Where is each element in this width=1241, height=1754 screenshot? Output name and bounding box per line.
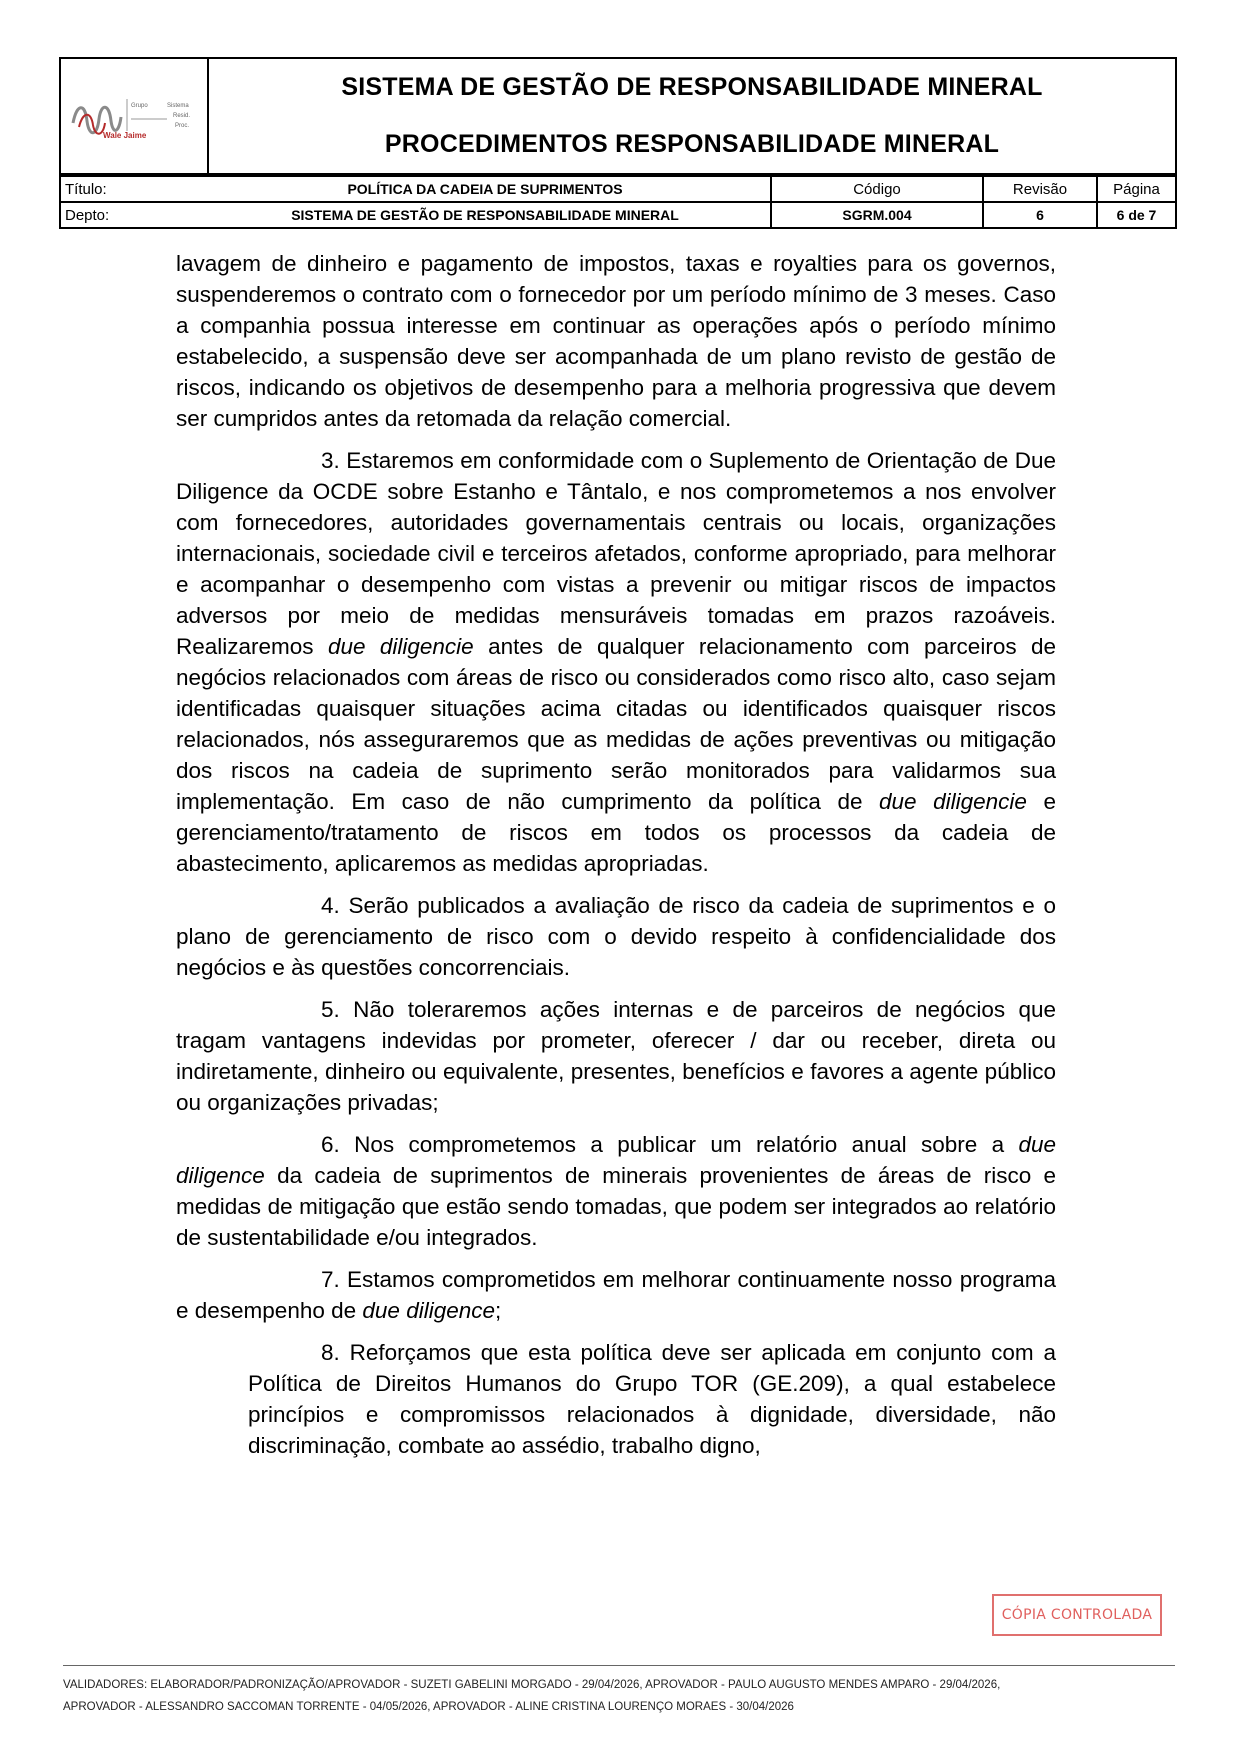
- titulo-label: Título:: [60, 176, 200, 202]
- procedure-title: PROCEDIMENTOS RESPONSABILIDADE MINERAL: [384, 130, 1000, 158]
- titulo-value: POLÍTICA DA CADEIA DE SUPRIMENTOS: [200, 176, 771, 202]
- svg-text:Sistema: Sistema: [167, 103, 189, 109]
- svg-text:Resid.: Resid.: [173, 113, 191, 119]
- paragraph-8: 8. Reforçamos que esta política deve ser aplicada em conjunto com a Política de Direitos Humanos do Grupo TOR (GE.209), a qual estabelece princípios e compromissos relacionados à dignidade, diversidade, não discriminação, combate ao assédio, trabalho digno,: [248, 1340, 1056, 1458]
- codigo-value: SGRM.004: [771, 202, 983, 228]
- company-logo: [69, 93, 201, 143]
- policy-body: [176, 248, 1056, 1472]
- revisao-value: 6: [983, 202, 1097, 228]
- company-logo-cell: [61, 59, 209, 173]
- paragraph-6-emphasis: due diligence: [176, 1132, 1056, 1188]
- svg-text:Wale Jaime: Wale Jaime: [103, 131, 147, 140]
- codigo-label: Código: [771, 176, 983, 202]
- validators-line-1: VALIDADORES: ELABORADOR/PADRONIZAÇÃO/APROVADOR - SUZETI GABELINI MORGADO - 29/04/2026, APROVADOR - PAULO AUGUSTO MENDES AMPARO - 29/04/2026,: [63, 1679, 1001, 1691]
- document-meta-table: [59, 175, 1177, 229]
- document-header: [59, 57, 1177, 175]
- paragraph-7-emphasis: due diligence: [362, 1298, 496, 1323]
- controlled-copy-stamp: CÓPIA CONTROLADA: [992, 1594, 1162, 1636]
- revisao-label: Revisão: [983, 176, 1097, 202]
- depto-label: Depto:: [60, 202, 200, 228]
- pagina-label: Página: [1097, 176, 1176, 202]
- header-titles: [209, 59, 1175, 173]
- system-title: SISTEMA DE GESTÃO DE RESPONSABILIDADE MINERAL: [341, 73, 1043, 101]
- svg-text:Proc.: Proc.: [175, 123, 190, 129]
- depto-value: SISTEMA DE GESTÃO DE RESPONSABILIDADE MINERAL: [200, 202, 771, 228]
- paragraph-3-part-b: antes de qualquer relacionamento com parceiros de negócios relacionados com áreas de risco ou considerados como risco alto, caso sejam identificadas quaisquer situações acima citadas ou identificados quaisquer riscos relacionados, nós asseguraremos que as medidas de ações preventivas ou mitigação dos riscos na cadeia de suprimento serão monitorados para validarmos sua implementação. Em caso de não cumprimento da política de: [176, 634, 1056, 814]
- paragraph-6-part-b: da cadeia de suprimentos de minerais provenientes de áreas de risco e medidas de mitigação que estão sendo tomadas, que podem ser integrados ao relatório de sustentabilidade e/ou integrados.: [176, 1163, 1056, 1250]
- paragraph-7-part-a: 7. Estamos comprometidos em melhorar continuamente nosso programa e desempenho de: [176, 1267, 1056, 1323]
- paragraph-3-emphasis-2: due diligencie: [879, 789, 1027, 814]
- paragraph-3: [176, 445, 1056, 879]
- paragraph-3-part-a: 3. Estaremos em conformidade com o Suplemento de Orientação de Due Diligence da OCDE sobre Estanho e Tântalo, e nos comprometemos a nos envolver com fornecedores, autoridades governamentais centrais ou locais, organizações internacionais, sociedade civil e terceiros afetados, conforme apropriado, para melhorar e acompanhar o desempenho com vistas a prevenir ou mitigar riscos de impactos adversos por meio de medidas mensuráveis tomadas em prazos razoáveis. Realizaremos: [176, 448, 1056, 659]
- paragraph-3-emphasis-1: due diligencie: [327, 634, 474, 659]
- paragraph-6: [176, 1129, 1056, 1253]
- validators-line-2: APROVADOR - ALESSANDRO SACCOMAN TORRENTE - 04/05/2026, APROVADOR - ALINE CRISTINA LOURENÇO MORAES - 30/04/2026: [63, 1701, 794, 1713]
- paragraph-5: 5. Não toleraremos ações internas e de parceiros de negócios que tragam vantagens indevidas por prometer, oferecer / dar ou receber, direta ou indiretamente, dinheiro ou equivalente, presentes, benefícios e favores a agente público ou organizações privadas;: [176, 997, 1056, 1115]
- paragraph-6-part-a: 6. Nos comprometemos a publicar um relatório anual sobre a: [321, 1132, 1019, 1157]
- paragraph-7: [176, 1264, 1056, 1326]
- paragraph-continuation: lavagem de dinheiro e pagamento de impostos, taxas e royalties para os governos, suspenderemos o contrato com o fornecedor por um período mínimo de 3 meses. Caso a companhia possua interesse em continuar as operações após o período mínimo estabelecido, a suspensão deve ser acompanhada de um plano revisto de gestão de riscos, indicando os objetivos de desempenho para a melhoria progressiva que devem ser cumpridos antes da retomada da relação comercial.: [176, 251, 1056, 431]
- paragraph-3-part-c: e gerenciamento/tratamento de riscos em todos os processos da cadeia de abastecimento, aplicaremos as medidas apropriadas.: [176, 789, 1057, 876]
- paragraph-4: 4. Serão publicados a avaliação de risco da cadeia de suprimentos e o plano de gerenciamento de risco com o devido respeito à confidencialidade dos negócios e às questões concorrenciais.: [176, 893, 1056, 980]
- pagina-value: 6 de 7: [1097, 202, 1176, 228]
- validators-footer: [63, 1665, 1175, 1718]
- paragraph-7-part-b: ;: [495, 1298, 502, 1323]
- svg-text:Grupo: Grupo: [131, 103, 148, 109]
